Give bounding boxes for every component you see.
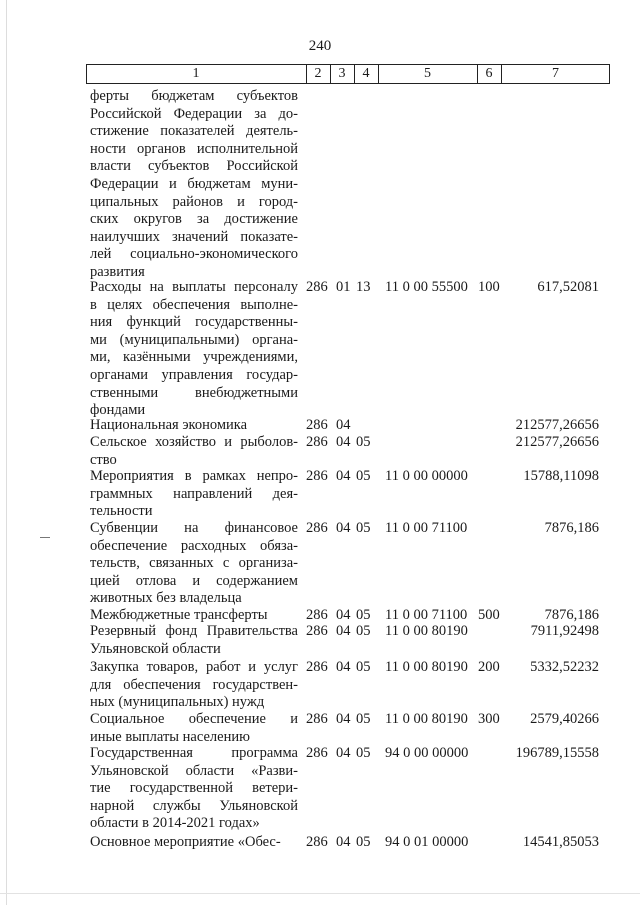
name-line: развития [90, 263, 145, 280]
cell-sum: 2579,40266 [530, 711, 599, 727]
header-col-7: 7 [552, 66, 559, 81]
table-row [0, 659, 640, 712]
cell-chapter: 04 [336, 434, 351, 450]
cell-subsection: 05 [356, 711, 371, 727]
cell-section: 286 [306, 417, 328, 433]
name-line: ских округов за достижение [90, 211, 298, 228]
name-line: власти субъектов Российской [90, 158, 298, 175]
cell-section: 286 [306, 659, 328, 675]
cell-subsection: 05 [356, 468, 371, 484]
cell-subsection: 05 [356, 520, 371, 536]
cell-section: 286 [306, 834, 328, 850]
table-row [0, 279, 640, 420]
cell-sum: 7876,186 [544, 520, 599, 536]
table-row [0, 607, 640, 625]
scan-dash-mark [40, 537, 50, 538]
cell-target-article: 11 0 00 71100 [385, 607, 468, 623]
cell-name [90, 623, 298, 658]
cell-target-article: 11 0 00 80190 [385, 659, 468, 675]
name-line: для обеспечения государствен- [90, 676, 298, 693]
name-line: в целях обеспечения выполне- [90, 296, 298, 313]
cell-expense-type: 300 [478, 711, 500, 727]
cell-expense-type: 500 [478, 607, 500, 623]
cell-section: 286 [306, 468, 328, 484]
cell-target-article: 11 0 00 80190 [385, 711, 468, 727]
cell-subsection: 05 [356, 834, 371, 850]
name-line: иные выплаты населению [90, 728, 250, 745]
cell-sum: 7876,186 [544, 607, 599, 623]
name-line: Государственная программа [90, 745, 298, 761]
cell-name [90, 745, 298, 833]
cell-name [90, 520, 298, 608]
name-line: тельности [90, 503, 153, 520]
cell-expense-type: 100 [478, 279, 500, 295]
cell-subsection: 05 [356, 607, 371, 623]
cell-chapter: 04 [336, 623, 351, 639]
name-line: Федерации и бюджетам муни- [90, 175, 298, 192]
cell-name [90, 434, 298, 469]
name-line: ми, казёнными учреждениями, [90, 349, 298, 366]
name-line: животных без владельца [90, 590, 242, 607]
name-line: обеспечение расходных обяза- [90, 537, 298, 554]
name-line: Ульяновской области «Разви- [90, 762, 298, 779]
cell-chapter: 04 [336, 520, 351, 536]
cell-target-article: 11 0 00 55500 [385, 279, 468, 295]
cell-target-article: 94 0 00 00000 [385, 745, 469, 761]
cell-sum: 212577,26656 [515, 434, 599, 450]
cell-target-article: 11 0 00 71100 [385, 520, 468, 536]
cell-section: 286 [306, 623, 328, 639]
cell-section: 286 [306, 434, 328, 450]
name-line: граммных направлений дея- [90, 485, 298, 502]
cell-name [90, 711, 298, 746]
scan-edge-mark [0, 893, 640, 894]
cell-sum: 14541,85053 [522, 834, 599, 850]
cell-chapter: 04 [336, 607, 351, 623]
name-line: органами управления государ- [90, 366, 298, 383]
name-line: ципальных районов и город- [90, 193, 298, 210]
table-row [0, 88, 640, 282]
cell-chapter: 01 [336, 279, 351, 295]
header-col-6: 6 [485, 66, 493, 81]
table-row [0, 434, 640, 469]
cell-section: 286 [306, 745, 328, 761]
name-line: ния функций государственны- [90, 314, 298, 331]
name-line: ство [90, 451, 117, 468]
table-row [0, 834, 640, 852]
name-line: ности органов исполнительной [90, 140, 298, 157]
cell-chapter: 04 [336, 659, 351, 675]
header-col-5: 5 [424, 66, 431, 81]
name-line: Субвенции на финансовое [90, 520, 298, 536]
cell-subsection: 05 [356, 623, 371, 639]
cell-section: 286 [306, 520, 328, 536]
name-line: Российской Федерации за до- [90, 105, 298, 122]
cell-chapter: 04 [336, 834, 351, 850]
name-line: ственными внебюджетными [90, 384, 298, 401]
table-row [0, 745, 640, 833]
name-line: лей социально-экономического [90, 246, 298, 263]
name-line: фондами [90, 402, 146, 419]
cell-sum: 7911,92498 [530, 623, 599, 639]
cell-subsection: 13 [356, 279, 371, 295]
cell-name [90, 88, 298, 282]
page-number: 240 [308, 38, 332, 54]
name-line: Ульяновской области [90, 640, 221, 657]
name-line: цией отлова и содержанием [90, 572, 298, 589]
header-col-4: 4 [362, 66, 370, 81]
cell-name [90, 834, 298, 852]
header-col-1: 1 [192, 66, 200, 81]
cell-sum: 617,52081 [537, 279, 599, 295]
cell-sum: 212577,26656 [515, 417, 599, 433]
cell-name [90, 468, 298, 521]
name-line: ми (муниципальными) органа- [90, 331, 298, 348]
name-line: тие государственной ветери- [90, 780, 298, 797]
header-col-2: 2 [314, 66, 322, 81]
name-line: Закупка товаров, работ и услуг [90, 659, 298, 675]
name-line: области в 2014-2021 годах» [90, 815, 260, 832]
cell-chapter: 04 [336, 468, 351, 484]
name-line: Резервный фонд Правительства [90, 623, 298, 639]
cell-name [90, 659, 298, 712]
name-line: Расходы на выплаты персоналу [90, 279, 298, 295]
table-row [0, 623, 640, 658]
name-line: Сельское хозяйство и рыболов- [90, 434, 298, 450]
cell-section: 286 [306, 711, 328, 727]
cell-subsection: 05 [356, 659, 371, 675]
name-line: наилучших значений показате- [90, 228, 298, 245]
header-col-3: 3 [338, 66, 346, 81]
name-line: тельств, связанных с организа- [90, 555, 298, 572]
cell-sum: 196789,15558 [515, 745, 599, 761]
name-line: Национальная экономика [90, 417, 248, 433]
cell-target-article: 11 0 00 80190 [385, 623, 468, 639]
table-row [0, 711, 640, 746]
name-line: нарной службы Ульяновской [90, 797, 298, 814]
table-row [0, 468, 640, 521]
cell-target-article: 94 0 01 00000 [385, 834, 469, 850]
cell-section: 286 [306, 607, 328, 623]
cell-expense-type: 200 [478, 659, 500, 675]
cell-name [90, 279, 298, 420]
cell-chapter: 04 [336, 711, 351, 727]
scan-edge-mark [6, 0, 7, 905]
name-line: Социальное обеспечение и [90, 711, 298, 727]
cell-subsection: 05 [356, 434, 371, 450]
name-line: Основное мероприятие «Обес- [90, 834, 281, 850]
name-line: стижение показателей деятель- [90, 123, 298, 140]
table-row [0, 417, 640, 435]
cell-section: 286 [306, 279, 328, 295]
name-line: Мероприятия в рамках непро- [90, 468, 298, 484]
cell-chapter: 04 [336, 745, 351, 761]
name-line: Межбюджетные трансферты [90, 607, 268, 623]
cell-sum: 15788,11098 [523, 468, 599, 484]
cell-chapter: 04 [336, 417, 351, 433]
cell-name [90, 417, 298, 435]
cell-name [90, 607, 298, 625]
name-line: ных (муниципальных) нужд [90, 694, 265, 711]
name-line: ферты бюджетам субъектов [90, 88, 298, 104]
cell-subsection: 05 [356, 745, 371, 761]
cell-target-article: 11 0 00 00000 [385, 468, 468, 484]
table-row [0, 520, 640, 608]
cell-sum: 5332,52232 [530, 659, 599, 675]
